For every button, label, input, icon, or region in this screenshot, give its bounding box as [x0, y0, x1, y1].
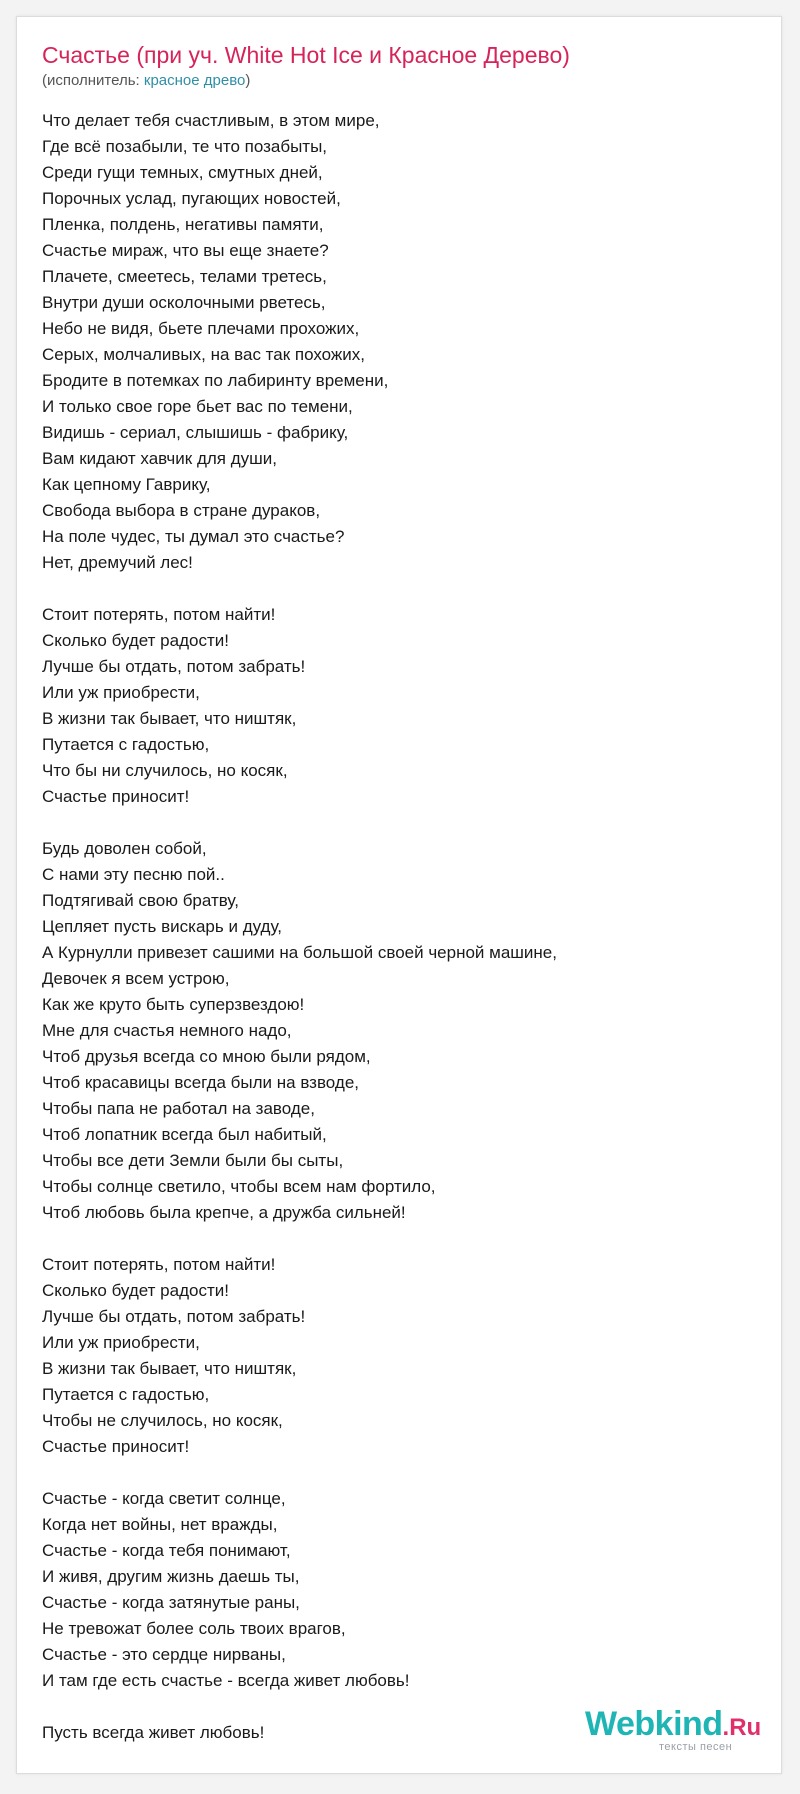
lyric-line: Чтоб любовь была крепче, а дружба сильней! — [42, 1203, 406, 1222]
lyric-line: Или уж приобрести, — [42, 1333, 200, 1352]
lyric-line: Что делает тебя счастливым, в этом мире, — [42, 111, 380, 130]
lyric-line: Когда нет войны, нет вражды, — [42, 1515, 278, 1534]
lyric-line: Порочных услад, пугающих новостей, — [42, 189, 341, 208]
lyrics-body — [42, 108, 762, 1772]
lyric-line: Счастье мираж, что вы еще знаете? — [42, 241, 329, 260]
lyric-line: Цепляет пусть вискарь и дуду, — [42, 917, 282, 936]
lyric-line: С нами эту песню пой.. — [42, 865, 225, 884]
lyric-line: Чтоб лопатник всегда был набитый, — [42, 1125, 327, 1144]
lyric-line: И живя, другим жизнь даешь ты, — [42, 1567, 300, 1586]
lyric-line: И только свое горе бьет вас по темени, — [42, 397, 353, 416]
lyric-line: Вам кидают хавчик для души, — [42, 449, 277, 468]
lyrics-stanza — [42, 602, 762, 810]
lyric-line: Подтягивай свою братву, — [42, 891, 239, 910]
lyric-line: Счастье - когда тебя понимают, — [42, 1541, 291, 1560]
lyric-line: Счастье приносит! — [42, 1437, 190, 1456]
lyrics-card — [16, 16, 782, 1774]
lyric-line: Чтоб красавицы всегда были на взводе, — [42, 1073, 359, 1092]
lyric-line: Стоит потерять, потом найти! — [42, 605, 276, 624]
lyric-line: А Курнулли привезет сашими на большой своей черной машине, — [42, 943, 557, 962]
lyric-line: Сколько будет радости! — [42, 1281, 229, 1300]
artist-line — [42, 72, 250, 90]
lyric-line: Мне для счастья немного надо, — [42, 1021, 292, 1040]
lyric-line: Где всё позабыли, те что позабыты, — [42, 137, 328, 156]
lyrics-stanza — [42, 836, 762, 1226]
webkind-logo[interactable] — [585, 1705, 762, 1753]
lyric-line: Путается с гадостью, — [42, 1385, 210, 1404]
lyric-line: Пусть всегда живет любовь! — [42, 1723, 265, 1742]
logo-main: Webkind — [585, 1705, 723, 1743]
lyric-line: Сколько будет радости! — [42, 631, 229, 650]
lyric-line: Чтобы все дети Земли были бы сыты, — [42, 1151, 344, 1170]
lyric-line: Или уж приобрести, — [42, 683, 200, 702]
lyric-line: Чтобы солнце светило, чтобы всем нам фортило, — [42, 1177, 436, 1196]
lyric-line: Свобода выбора в стране дураков, — [42, 501, 321, 520]
artist-suffix: ) — [245, 72, 251, 89]
lyric-line: Лучше бы отдать, потом забрать! — [42, 657, 306, 676]
lyric-line: И там где есть счастье - всегда живет любовь! — [42, 1671, 410, 1690]
lyric-line: Не тревожат более соль твоих врагов, — [42, 1619, 346, 1638]
logo-tagline: тексты песен — [659, 1741, 733, 1753]
lyric-line: Лучше бы отдать, потом забрать! — [42, 1307, 306, 1326]
lyric-line: Чтобы не случилось, но косяк, — [42, 1411, 283, 1430]
song-title: Счастье (при уч. White Hot Ice и Красное Дерево) — [42, 42, 570, 68]
lyric-line: Чтоб друзья всегда со мною были рядом, — [42, 1047, 371, 1066]
lyric-line: В жизни так бывает, что ништяк, — [42, 709, 297, 728]
lyric-line: Девочек я всем устрою, — [42, 969, 230, 988]
lyric-line: В жизни так бывает, что ништяк, — [42, 1359, 297, 1378]
lyric-line: Среди гущи темных, смутных дней, — [42, 163, 323, 182]
artist-link[interactable]: красное древо — [143, 72, 246, 89]
lyric-line: Счастье - когда светит солнце, — [42, 1489, 286, 1508]
lyric-line: Что бы ни случилось, но косяк, — [42, 761, 288, 780]
lyric-line: Серых, молчаливых, на вас так похожих, — [42, 345, 366, 364]
lyric-line: Чтобы папа не работал на заводе, — [42, 1099, 315, 1118]
lyric-line: Нет, дремучий лес! — [42, 553, 193, 572]
logo-tld: .Ru — [722, 1714, 762, 1741]
lyric-line: Бродите в потемках по лабиринту времени, — [42, 371, 389, 390]
lyrics-stanza — [42, 1252, 762, 1460]
artist-prefix: (исполнитель: — [42, 72, 144, 89]
lyric-line: Небо не видя, бьете плечами прохожих, — [42, 319, 360, 338]
lyric-line: Пленка, полдень, негативы памяти, — [42, 215, 324, 234]
lyric-line: Как же круто быть суперзвездою! — [42, 995, 305, 1014]
lyric-line: Как цепному Гаврику, — [42, 475, 211, 494]
lyric-line: Счастье - когда затянутые раны, — [42, 1593, 300, 1612]
lyric-line: Видишь - сериал, слышишь - фабрику, — [42, 423, 349, 442]
lyrics-stanza — [42, 108, 762, 576]
lyric-line: Стоит потерять, потом найти! — [42, 1255, 276, 1274]
lyrics-stanza — [42, 1486, 762, 1694]
lyric-line: Счастье приносит! — [42, 787, 190, 806]
lyric-line: Плачете, смеетесь, телами третесь, — [42, 267, 327, 286]
lyric-line: Внутри души осколочными рветесь, — [42, 293, 326, 312]
lyric-line: Будь доволен собой, — [42, 839, 207, 858]
lyric-line: На поле чудес, ты думал это счастье? — [42, 527, 345, 546]
lyric-line: Счастье - это сердце нирваны, — [42, 1645, 286, 1664]
lyric-line: Путается с гадостью, — [42, 735, 210, 754]
